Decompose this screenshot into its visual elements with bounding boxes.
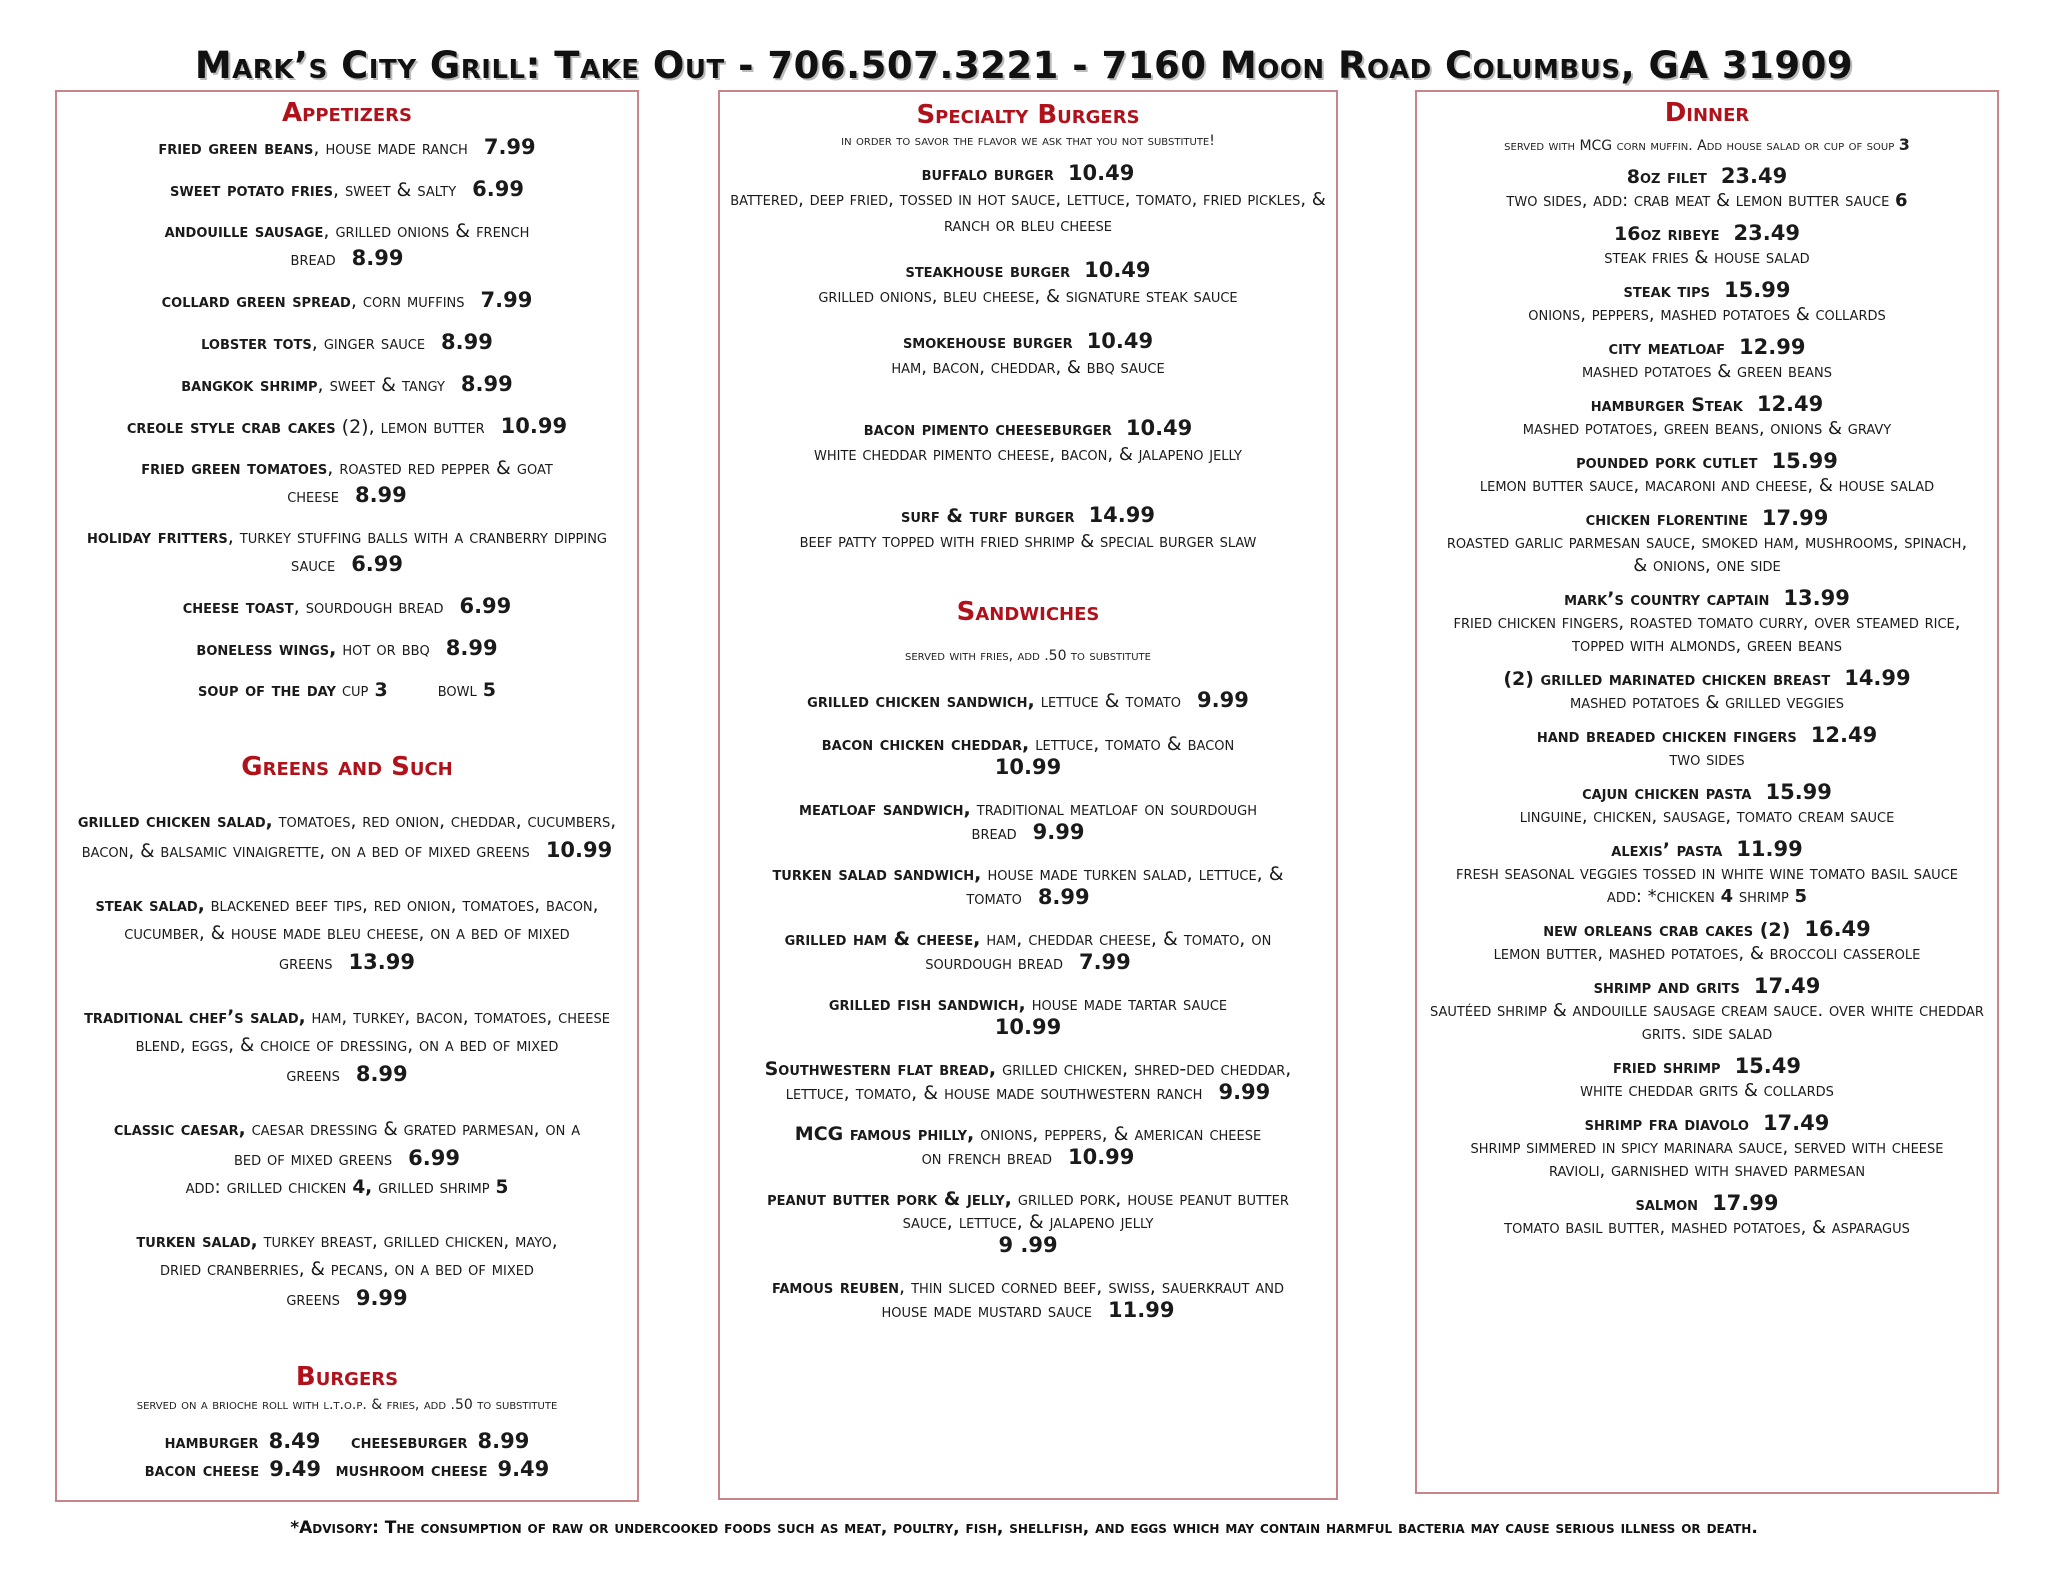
sandwich-item: turken salad sandwich, house made turken salad, lettuce, & tomato 8.99 xyxy=(772,863,1284,909)
appetizers-title: Appetizers xyxy=(282,98,412,128)
burgers-note: served on a brioche roll with l.t.o.p. & fries, add .50 to substitute xyxy=(136,1397,558,1413)
dinner-item: cajun chicken pasta 15.99 linguine, chicken, sausage, tomato cream sauce xyxy=(1519,780,1895,827)
dinner-item: shrimp and grits 17.49 sautéed shrimp & andouille sausage cream sauce. over white cheddar grits. side salad xyxy=(1430,974,1984,1044)
sandwich-item: grilled ham & cheese, ham, cheddar cheese, & tomato, on sourdough bread 7.99 xyxy=(784,928,1272,974)
specialty-note: in order to savor the flavor we ask that you not substitute! xyxy=(841,133,1215,149)
salad-item: turken salad, turkey breast, grilled chicken, mayo, dried cranberries, & pecans, on a bed of mixed greens 9.99 xyxy=(136,1231,558,1310)
specialty-item: bacon pimento cheeseburger 10.49 white cheddar pimento cheese, bacon, & jalapeno jelly xyxy=(814,416,1242,465)
dinner-item: chicken florentine 17.99 roasted garlic parmesan sauce, smoked ham, mushrooms, spinach, & onions, one side xyxy=(1446,506,1968,576)
sandwich-item: MCG famous philly, onions, peppers, & american cheese on french bread 10.99 xyxy=(794,1123,1262,1169)
dinner-item: pounded pork cutlet 15.99 lemon butter sauce, macaroni and cheese, & house salad xyxy=(1479,449,1935,496)
dinner-item: salmon 17.99 tomato basil butter, mashed potatoes, & asparagus xyxy=(1504,1191,1910,1238)
right-column xyxy=(1415,90,1999,1494)
left-column xyxy=(55,90,639,1502)
sandwich-item: bacon chicken cheddar, lettuce, tomato & bacon 10.99 xyxy=(821,733,1235,779)
sandwich-item: famous reuben, thin sliced corned beef, swiss, sauerkraut and house made mustard sauce 11.99 xyxy=(771,1276,1285,1322)
dinner-item: new orleans crab cakes (2) 16.49 lemon butter, mashed potatoes, & broccoli casserole xyxy=(1493,917,1921,964)
sandwiches-note: served with fries, add .50 to substitute xyxy=(905,648,1151,664)
soup-item: soup of the day cup 3 bowl 5 xyxy=(197,679,496,701)
dinner-title: Dinner xyxy=(1664,98,1750,128)
sandwich-item: meatloaf sandwich, traditional meatloaf on sourdough bread 9.99 xyxy=(799,798,1257,844)
salad-item: steak salad, blackened beef tips, red onion, tomatoes, bacon, cucumber, & house made bleu cheese, on a bed of mixed greens 13.99 xyxy=(95,895,599,974)
burger-item: cheeseburger 8.99 xyxy=(351,1429,530,1453)
burger-list xyxy=(65,1428,629,1484)
dinner-item: 8oz filet 23.49 two sides, add: crab meat & lemon butter sauce 6 xyxy=(1506,164,1908,211)
burger-item: hamburger 8.49 xyxy=(164,1429,321,1453)
menu-item: fried green beans, house made ranch 7.99 xyxy=(158,135,536,159)
menu-item: collard green spread, corn muffins 7.99 xyxy=(161,288,533,312)
specialty-item: smokehouse burger 10.49 ham, bacon, cheddar, & bbq sauce xyxy=(891,329,1165,378)
dinner-item: hand breaded chicken fingers 12.49 two sides xyxy=(1536,723,1878,770)
specialty-item: steakhouse burger 10.49 grilled onions, bleu cheese, & signature steak sauce xyxy=(818,258,1238,307)
sandwiches-title: Sandwiches xyxy=(956,597,1100,627)
dinner-note: served with MCG corn muffin. Add house salad or cup of soup 3 xyxy=(1504,135,1910,154)
dinner-item: mark’s country captain 13.99 fried chicken fingers, roasted tomato curry, over steamed rice, topped with almonds, green beans xyxy=(1453,586,1961,656)
dinner-item: 16oz ribeye 23.49 steak fries & house salad xyxy=(1604,221,1810,268)
menu-item: sweet potato fries, sweet & salty 6.99 xyxy=(170,177,524,201)
greens-title: Greens and Such xyxy=(241,752,453,782)
dinner-item: alexis’ pasta 11.99 fresh seasonal veggies tossed in white wine tomato basil sauce add: *chicken 4 shrimp 5 xyxy=(1456,837,1958,907)
sandwich-item: peanut butter pork & jelly, grilled pork, house peanut butter sauce, lettuce, & jalapeno jelly 9 .99 xyxy=(767,1188,1289,1257)
menu-item: andouille sausage, grilled onions & french bread 8.99 xyxy=(164,220,530,270)
menu-item: bangkok shrimp, sweet & tangy 8.99 xyxy=(181,372,513,396)
dinner-item: (2) grilled marinated chicken breast 14.99 mashed potatoes & grilled veggies xyxy=(1503,666,1911,713)
dinner-item: steak tips 15.99 onions, peppers, mashed potatoes & collards xyxy=(1528,278,1886,325)
specialty-title: Specialty Burgers xyxy=(916,100,1140,130)
salad-item: traditional chef’s salad, ham, turkey, bacon, tomatoes, cheese blend, eggs, & choice of dressing, on a bed of mixed greens 8.99 xyxy=(84,1007,610,1086)
advisory-note: *Advisory: The consumption of raw or undercooked foods such as meat, poultry, fish, shellfish, and eggs which may contain harmful bacteria may cause serious illness or death. xyxy=(290,1518,1758,1538)
menu-item: cheese toast, sourdough bread 6.99 xyxy=(182,594,512,618)
middle-column xyxy=(718,90,1338,1500)
dinner-item: shrimp fra diavolo 17.49 shrimp simmered in spicy marinara sauce, served with cheese ravioli, garnished with shaved parmesan xyxy=(1470,1111,1944,1181)
menu-item: fried green tomatoes, roasted red pepper & goat cheese 8.99 xyxy=(141,457,553,507)
burgers-title: Burgers xyxy=(295,1362,399,1392)
dinner-item: city meatloaf 12.99 mashed potatoes & green beans xyxy=(1581,335,1833,382)
menu-item: creole style crab cakes (2), lemon butter 10.99 xyxy=(126,414,568,438)
burger-item: bacon cheese 9.49 xyxy=(144,1457,322,1481)
dinner-item: hamburger Steak 12.49 mashed potatoes, green beans, onions & gravy xyxy=(1522,392,1892,439)
sandwich-item: Southwestern flat bread, grilled chicken, shred-ded cheddar, lettuce, tomato, & house made southwestern ranch 9.99 xyxy=(764,1058,1292,1104)
salad-item: grilled chicken salad, tomatoes, red onion, cheddar, cucumbers, bacon, & balsamic vinaigrette, on a bed of mixed greens 10.99 xyxy=(77,811,617,862)
menu-item: lobster tots, ginger sauce 8.99 xyxy=(201,330,493,354)
specialty-item: surf & turf burger 14.99 beef patty topped with fried shrimp & special burger slaw xyxy=(799,503,1257,552)
sandwich-item: grilled chicken sandwich, lettuce & tomato 9.99 xyxy=(807,688,1249,712)
sandwich-item: grilled fish sandwich, house made tartar sauce 10.99 xyxy=(828,993,1228,1039)
menu-item: boneless wings, hot or bbq 8.99 xyxy=(196,636,498,660)
menu-item: holiday fritters, turkey stuffing balls with a cranberry dipping sauce 6.99 xyxy=(87,526,607,576)
page-title: Mark’s City Grill: Take Out - 706.507.3221 - 7160 Moon Road Columbus, GA 31909 xyxy=(194,44,1854,87)
salad-item: classic caesar, caesar dressing & grated parmesan, on a bed of mixed greens 6.99 add: grilled chicken 4, grilled shrimp 5 xyxy=(113,1119,581,1198)
specialty-item: buffalo burger 10.49 battered, deep fried, tossed in hot sauce, lettuce, tomato, fried pickles, & ranch or bleu cheese xyxy=(730,161,1326,236)
dinner-item: fried shrimp 15.49 white cheddar grits & collards xyxy=(1580,1054,1834,1101)
burger-item: mushroom cheese 9.49 xyxy=(335,1457,550,1481)
